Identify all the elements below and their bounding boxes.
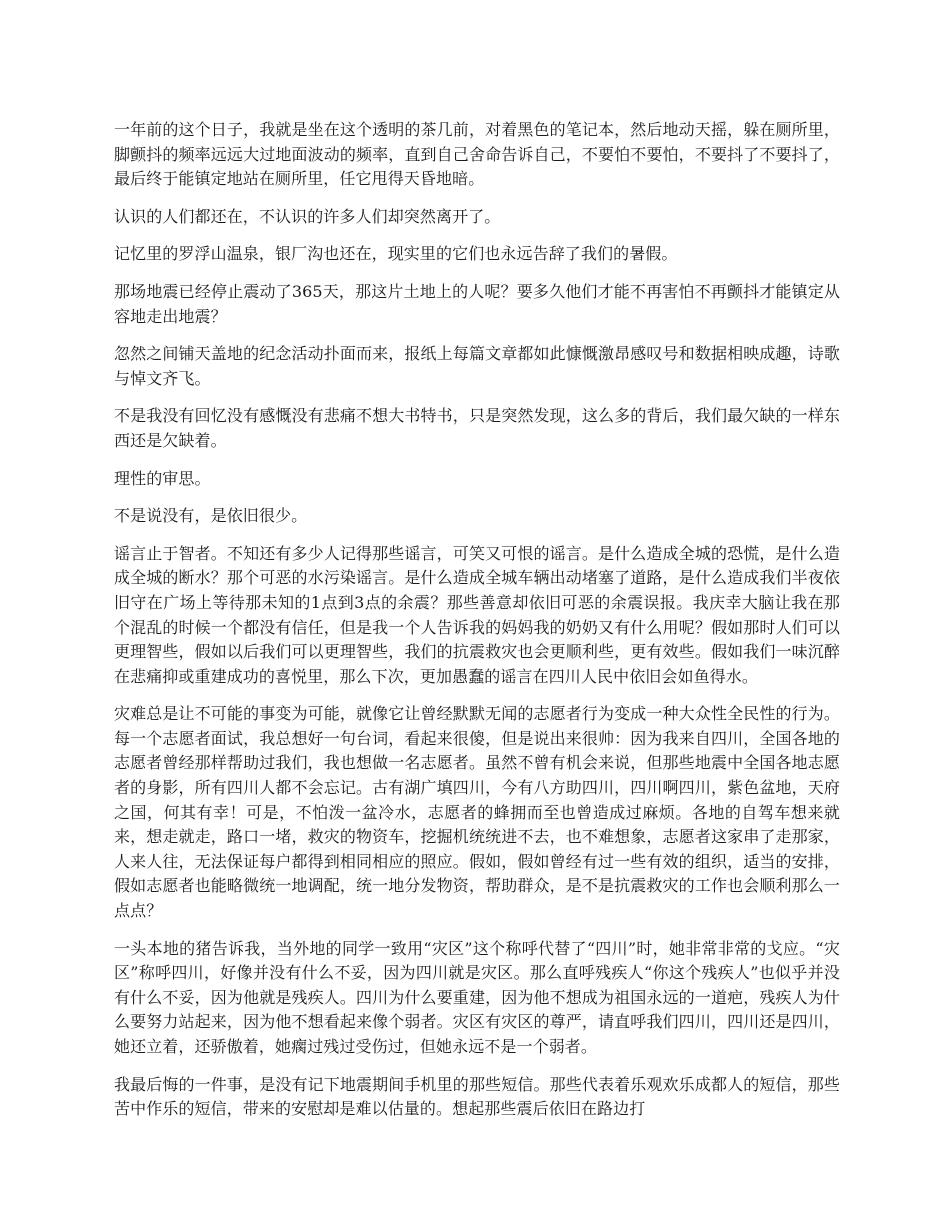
paragraph: 一年前的这个日子，我就是坐在这个透明的茶几前，对着黑色的笔记本，然后地动天摇，躲在厕所里，脚颤抖的频率远远大过地面波动的频率，直到自己舍命告诉自己，不要怕不要怕，不要抖了不要抖了，最后终于能镇定地站在厕所里，任它甩得天昏地暗。 bbox=[114, 120, 840, 189]
paragraph: 不是我没有回忆没有感慨没有悲痛不想大书特书，只是突然发现，这么多的背后，我们最欠缺的一样东西还是欠缺着。 bbox=[114, 406, 840, 450]
paragraph: 认识的人们都还在，不认识的许多人们却突然离开了。 bbox=[114, 206, 501, 226]
document-body bbox=[114, 118, 840, 1135]
paragraph: 记忆里的罗浮山温泉，银厂沟也还在，现实里的它们也永远告辞了我们的暑假。 bbox=[114, 244, 678, 264]
paragraph: 谣言止于智者。不知还有多少人记得那些谣言，可笑又可恨的谣言。是什么造成全城的恐慌，是什么造成全城的断水？那个可恶的水污染谣言。是什么造成全城车辆出动堵塞了道路，是什么造成我们半夜依旧守在广场上等待那未知的1点到3点的余震？那些善意却依旧可恶的余震误报。我庆幸大脑让我在那个混乱的时候一个都没有信任，但是我一个人告诉我的妈妈我的奶奶又有什么用呢？假如那时人们可以更理智些，假如以后我们可以更理智些，我们的抗震救灾也会更顺利些，更有效些。假如我们一味沉醉在悲痛抑或重建成功的喜悦里，那么下次，更加愚蠢的谣言在四川人民中依旧会如鱼得水。 bbox=[114, 543, 840, 686]
paragraph: 那场地震已经停止震动了365天，那这片土地上的人呢？要多久他们才能不再害怕不再颤抖才能镇定从容地走出地震？ bbox=[114, 281, 840, 326]
paragraph: 理性的审思。 bbox=[114, 468, 211, 488]
paragraph: 不是说没有，是依旧很少。 bbox=[114, 506, 308, 526]
paragraph: 一头本地的猪告诉我，当外地的同学一致用“灾区”这个称呼代替了“四川”时，她非常非常的戈应。“灾区”称呼四川，好像并没有什么不妥，因为四川就是灾区。那么直呼残疾人“你这个残疾人”也似乎并没有什么不妥，因为他就是残疾人。四川为什么要重建，因为他不想成为祖国永远的一道疤，残疾人为什么要努力站起来，因为他不想看起来像个弱者。灾区有灾区的尊严，请直呼我们四川，四川还是四川，她还立着，还骄傲着，她瘸过残过受伤过，但她永远不是一个弱者。 bbox=[114, 938, 840, 1056]
paragraph: 灾难总是让不可能的事变为可能，就像它让曾经默默无闻的志愿者行为变成一种大众性全民性的行为。每一个志愿者面试，我总想好一句台词，看起来很傻，但是说出来很帅：因为我来自四川，全国各地的志愿者曾经那样帮助过我们，我也想做一名志愿者。虽然不曾有机会来说，但那些地震中全国各地志愿者的身影，所有四川人都不会忘记。古有湖广填四川，今有八方助四川，四川啊四川，紫色盆地，天府之国，何其有幸！可是，不怕泼一盆冷水，志愿者的蜂拥而至也曾造成过麻烦。各地的自驾车想来就来，想走就走，路口一堵，救灾的物资车，挖掘机统统进不去，也不难想象，志愿者这家串了走那家，人来人往，无法保证每户都得到相同相应的照应。假如，假如曾经有过一些有效的组织，适当的安排，假如志愿者也能略微统一地调配，统一地分发物资，帮助群众，是不是抗震救灾的工作也会顺利那么一点点？ bbox=[114, 704, 840, 921]
paragraph: 我最后悔的一件事，是没有记下地震期间手机里的那些短信。那些代表着乐观欢乐成都人的短信，那些苦中作乐的短信，带来的安慰却是难以估量的。想起那些震后依旧在路边打 bbox=[114, 1074, 840, 1119]
paragraph: 忽然之间铺天盖地的纪念活动扑面而来，报纸上每篇文章都如此慷慨激昂感叹号和数据相映成趣，诗歌与悼文齐飞。 bbox=[114, 344, 840, 388]
